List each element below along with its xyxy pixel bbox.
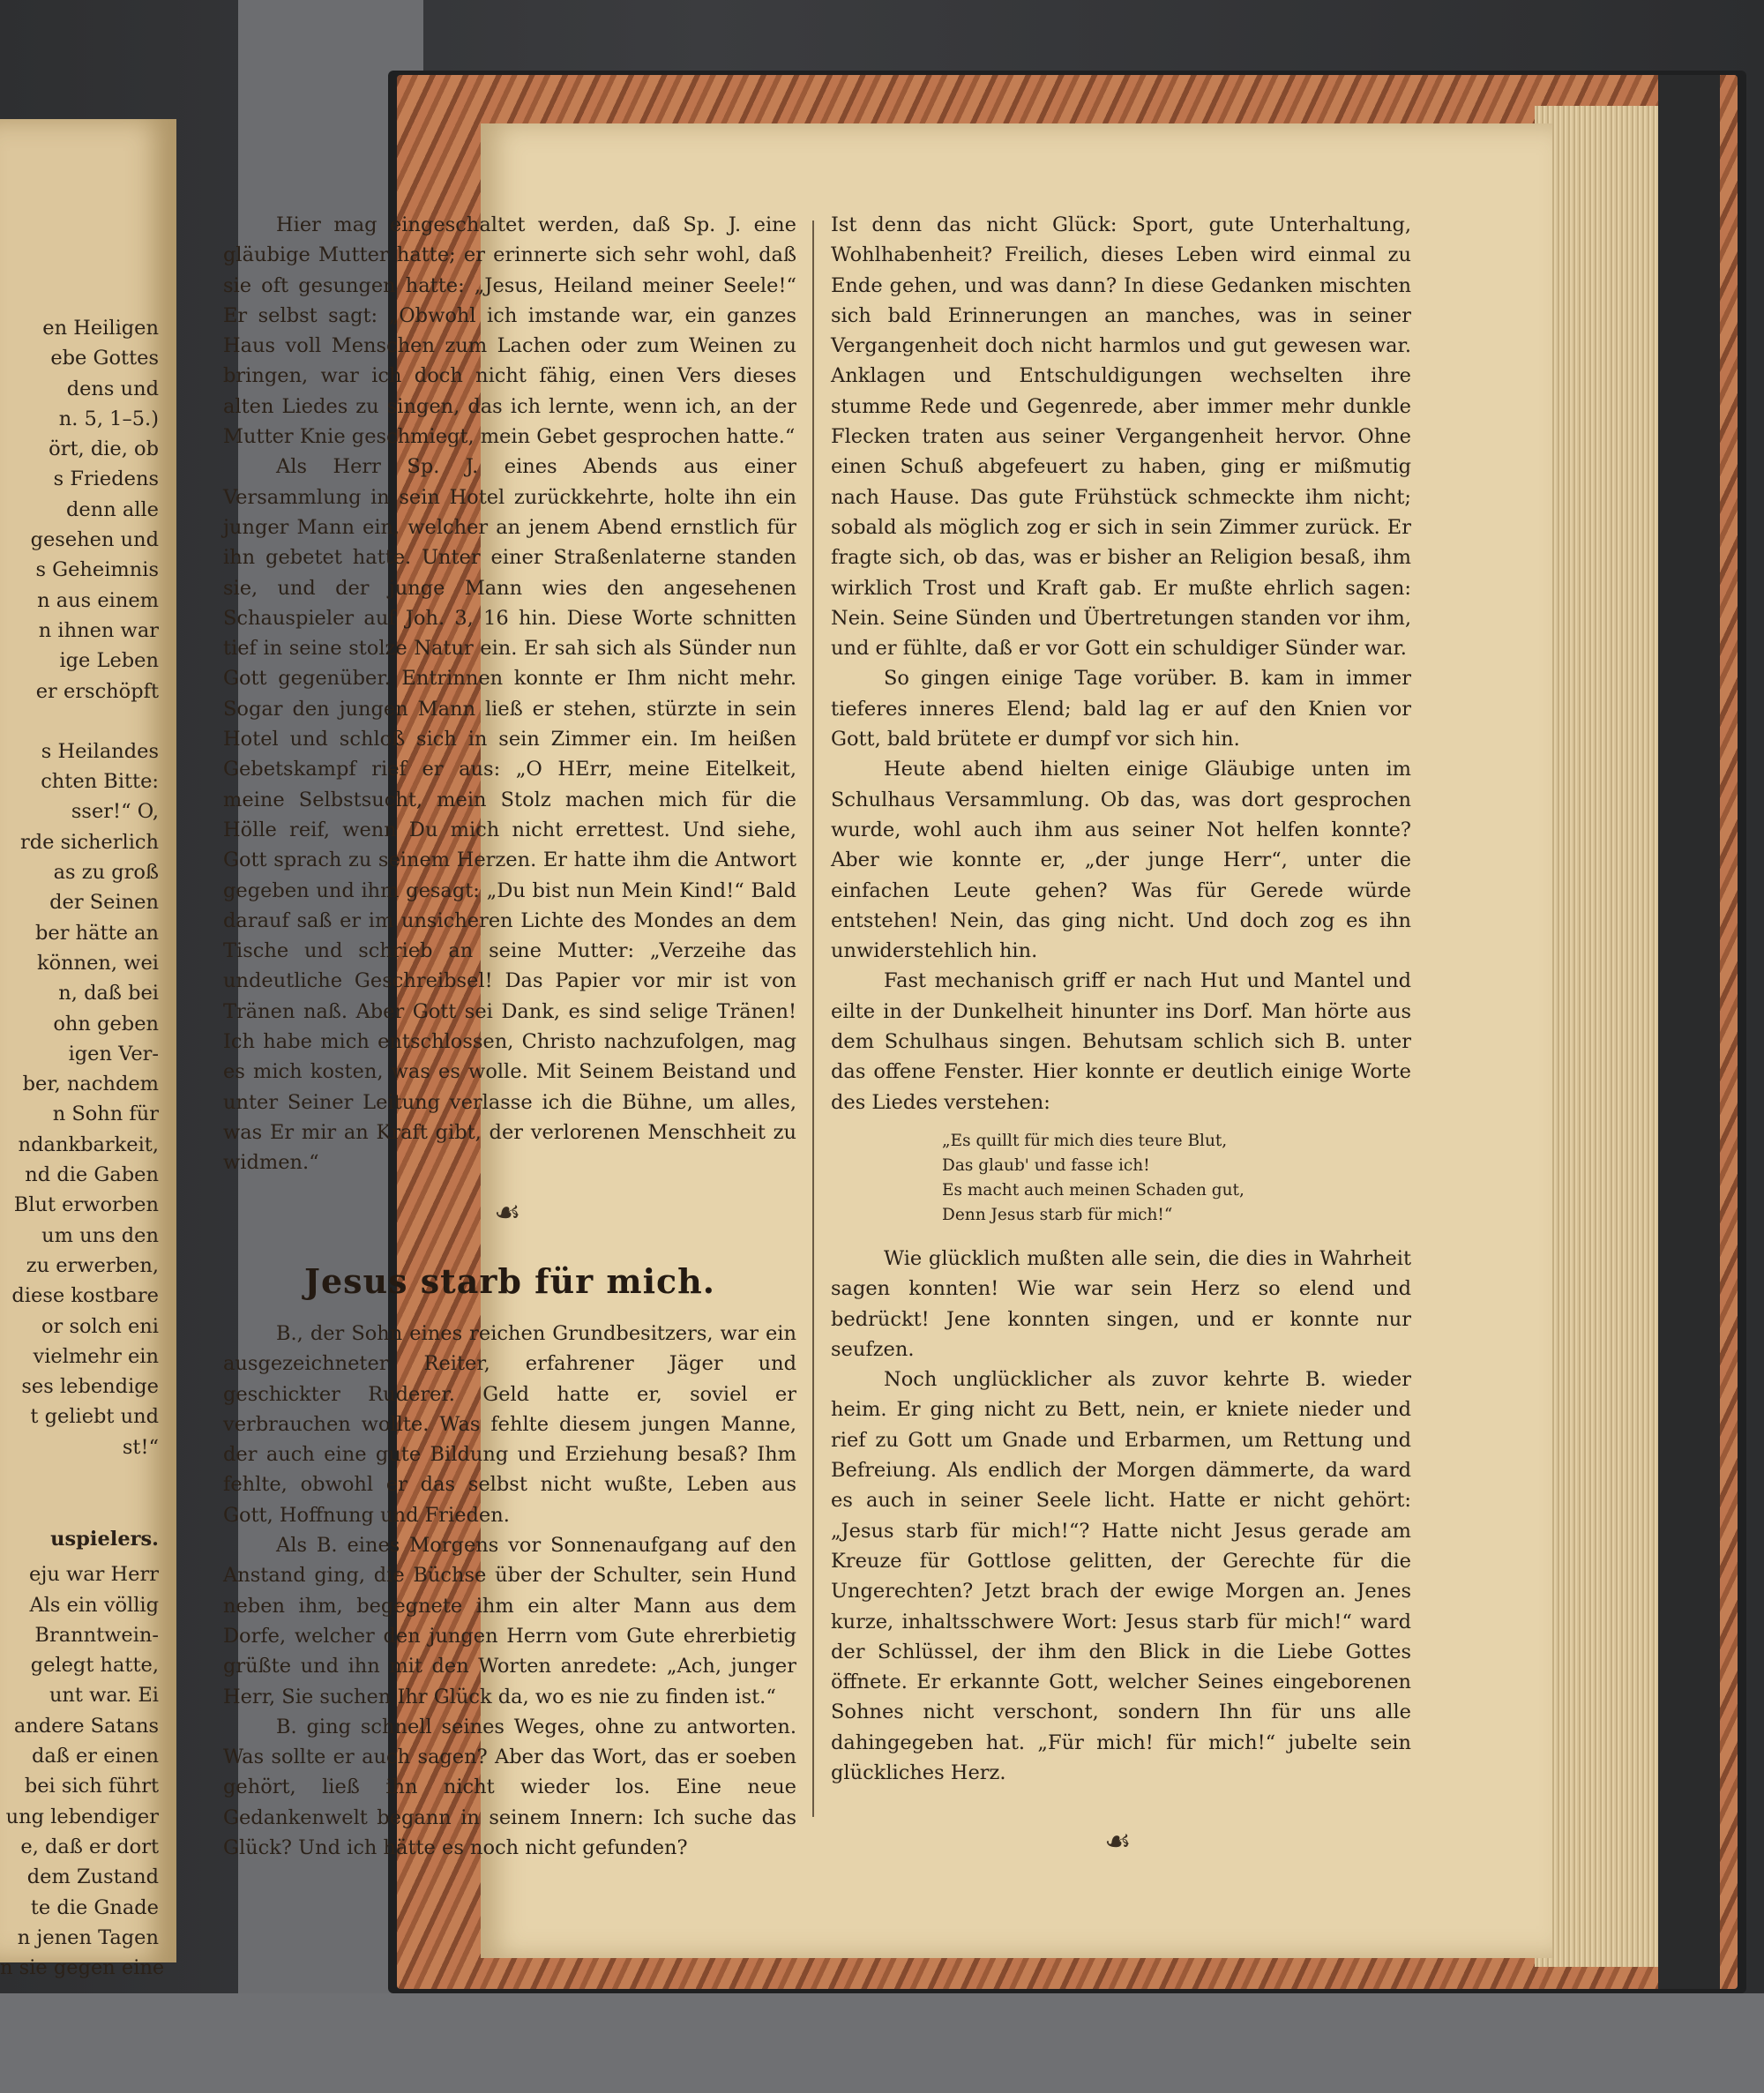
left-page-line: der Seinen: [49, 891, 159, 915]
left-page-line: n Sohn für: [52, 1103, 159, 1126]
paragraph: Als B. eines Morgens vor Sonnenaufgang auf den Anstand ging, die Büchse über der Schulter, sein Hund neben ihm, begegnete ihm ein alter Mann aus dem Dorfe, welcher den jungen Herrn vom Gute ehrerbietig grüßte und ihn mit den Worten anredete: „Ach, junger Herr, Sie suchen Ihr Glück da, wo es nie zu finden ist.“: [223, 1534, 796, 1708]
left-page-line: dens und: [66, 377, 159, 400]
left-page-line: gelegt hatte,: [30, 1654, 159, 1678]
left-page: [0, 119, 176, 1980]
column-a-bottom: [223, 1319, 796, 1863]
left-page-line: ohn geben: [53, 1012, 159, 1035]
left-page-line: ebe Gottes: [50, 347, 159, 370]
left-page-line: t geliebt und: [30, 1405, 159, 1429]
left-page-line: ber, nachdem: [22, 1073, 159, 1096]
left-page-line: n aus einem: [37, 588, 159, 612]
paragraph: Hier mag eingeschaltet werden, daß Sp. J. eine gläubige Mutter hatte; er erinnerte sich sehr wohl, daß sie oft gesungen hatte: „Jesus, Heiland meiner Seele!“ Er selbst sagt: „Obwohl ich imstande war, ein ganzes Haus voll Menschen zum Lachen oder zum Weinen zu bringen, war ich doch nicht fähig, einen Vers dieses alten Liedes zu singen, das ich lernte, wenn ich, an der Mutter Knie geschmiegt, mein Gebet gesprochen hatte.“: [223, 213, 796, 449]
left-page-line: chten Bitte:: [41, 770, 159, 794]
paragraph: B., der Sohn eines reichen Grundbesitzers, war ein ausgezeichneter Reiter, erfahrener Jäger und geschickter Ruderer. Geld hatte er, soviel er verbrauchen wollte. Was fehlte diesem jungen Manne, der auch eine gute Bildung und Erziehung besaß? Ihm fehlte, obwohl er das selbst nicht wußte, Leben aus Gott, Hoffnung und Frieden.: [223, 1322, 796, 1527]
left-page-line: n sie gegen eine: [0, 1956, 165, 1980]
left-page-line: n, daß bei: [58, 982, 159, 1005]
left-page-line: bei sich führt: [24, 1775, 159, 1798]
column-b-top: [831, 210, 1411, 1118]
left-page-line: e, daß er dort: [20, 1835, 159, 1858]
left-page-line: zu erwerben,: [26, 1253, 159, 1277]
left-page-line: um uns den: [41, 1223, 159, 1247]
left-page-line: or solch eni: [41, 1314, 159, 1338]
left-page-line: uspielers.: [50, 1527, 159, 1551]
left-page-line: sser!“ O,: [71, 800, 159, 824]
paragraph: Ist denn das nicht Glück: Sport, gute Unterhaltung, Wohlhabenheit? Freilich, dieses Leben wird einmal zu Ende gehen, und was dann? In diese Gedanken mischten sich bald Erinnerungen an manches, was in seiner Vergangenheit doch nicht harmlos und gut gewesen war. Anklagen und Entschuldigungen wechselten ihre stumme Rede und Gegenrede, aber immer mehr dunkle Flecken traten aus seiner Vergangenheit hervor. Ohne einen Schuß abgefeuert zu haben, ging er mißmutig nach Hause. Das gute Frühstück schmeckte ihm nicht; sobald als möglich zog er sich in sein Zimmer zurück. Er fragte sich, ob das, was er bisher an Religion besaß, ihm wirklich Trost und Kraft gab. Er mußte ehrlich sagen: Nein. Seine Sünden und Übertretungen standen vor ihm, und er fühlte, daß er vor Gott ein schuldiger Sünder war.: [831, 213, 1411, 661]
left-page-line: igen Ver-: [68, 1042, 159, 1065]
verse-line: Denn Jesus starb für mich!“: [942, 1206, 1173, 1224]
left-page-line: ses lebendige: [21, 1375, 159, 1399]
hymn-verse: [942, 1129, 1401, 1228]
verse-line: „Es quillt für mich dies teure Blut,: [942, 1132, 1228, 1150]
left-page-line: dem Zustand: [26, 1865, 159, 1889]
paragraph: Wie glücklich mußten alle sein, die dies in Wahrheit sagen konnten! Wie war sein Herz so elend und bedrückt! Jene konnten singen, und er konnte nur seufzen.: [831, 1247, 1411, 1361]
left-page-line: s Geheimnis: [35, 558, 159, 582]
left-page-line: ung lebendiger: [5, 1805, 159, 1828]
ornament-icon: ☙: [1104, 1824, 1132, 1859]
page-block-edges: [1535, 106, 1658, 1967]
article-heading: Jesus starb für mich.: [303, 1261, 716, 1301]
column-a-top: [223, 210, 796, 1178]
paragraph: Fast mechanisch griff er nach Hut und Mantel und eilte in der Dunkelheit hinunter ins Dorf. Man hörte aus dem Schulhaus singen. Behutsam schlich sich B. unter das offene Fenster. Hier konnte er deutlich einige Worte des Liedes verstehen:: [831, 969, 1411, 1114]
left-page-line: eju war Herr: [29, 1563, 159, 1587]
left-page-line: nd die Gaben: [25, 1163, 159, 1187]
left-page-line: können, wei: [36, 951, 159, 975]
left-page-line: denn alle: [66, 497, 159, 521]
left-page-line: gesehen und: [30, 528, 159, 552]
left-page-line: st!“: [122, 1435, 159, 1459]
left-page-line: as zu groß: [53, 861, 159, 885]
left-page-text: [0, 313, 165, 1983]
left-page-line: ige Leben: [59, 649, 159, 673]
left-page-line: Branntwein-: [34, 1623, 159, 1647]
bottom-backdrop-strip: [0, 1993, 1764, 2093]
left-page-line: s Friedens: [53, 467, 159, 491]
paragraph: B. ging schnell seines Weges, ohne zu antworten. Was sollte er auch sagen? Aber das Wort, das er soeben gehört, ließ ihn nicht wieder los. Eine neue Gedankenwelt begann in seinem Innern: Ich suche das Glück? Und ich hätte es noch nicht gefunden?: [223, 1715, 796, 1860]
left-page-line: ört, die, ob: [49, 437, 159, 461]
left-page-line: te die Gnade: [30, 1895, 159, 1919]
paragraph: So gingen einige Tage vorüber. B. kam in immer tieferes inneres Elend; bald lag er auf den Knien vor Gott, bald brütete er dumpf vor sich hin.: [831, 667, 1411, 751]
column-divider: [812, 221, 814, 1817]
left-page-line: s Heilandes: [41, 739, 159, 763]
left-page-line: Blut erworben: [13, 1193, 159, 1217]
cover-cloth-edge: [1658, 75, 1720, 1989]
paragraph: Heute abend hielten einige Gläubige unten im Schulhaus Versammlung. Ob das, was dort gesprochen wurde, wohl auch ihm aus seiner Not helfen konnte? Aber wie konnte er, „der junge Herr“, unter die einfachen Leute gehen? Was für Gerede würde entstehen! Nein, das ging nicht. Und doch zog es ihn unwiderstehlich hin.: [831, 758, 1411, 963]
left-page-line: diese kostbare: [11, 1284, 159, 1308]
left-page-line: en Heiligen: [42, 317, 159, 340]
left-page-line: daß er einen: [31, 1745, 159, 1768]
verse-line: Das glaub' und fasse ich!: [942, 1156, 1150, 1175]
left-page-line: Als ein völlig: [29, 1593, 159, 1617]
left-page-line: n ihnen war: [38, 618, 159, 642]
ornament-icon: ☙: [494, 1195, 521, 1230]
left-page-line: rde sicherlich: [19, 830, 159, 854]
column-b-bottom: [831, 1244, 1411, 1788]
left-page-line: n. 5, 1–5.): [58, 407, 159, 430]
left-page-line: vielmehr ein: [33, 1344, 159, 1368]
left-page-line: er erschöpft: [35, 679, 159, 703]
left-page-line: ndankbarkeit,: [18, 1132, 159, 1156]
paragraph: Als Herr Sp. J. eines Abends aus einer Versammlung in sein Hotel zurückkehrte, holte ihn ein junger Mann ein, welcher an jenem Abend ernstlich für ihn gebetet hatte. Unter einer Straßenlaterne standen sie, und der junge Mann wies den angesehenen Schauspieler auf Joh. 3, 16 hin. Diese Worte schnitten tief in seine stolze Natur ein. Er sah sich als Sünder nun Gott gegenüber. Entrinnen konnte er Ihm nicht mehr. Sogar den jungen Mann ließ er stehen, stürzte in sein Hotel und schloß sich in sein Zimmer ein. Im heißen Gebetskampf rief er aus: „O HErr, meine Eitelkeit, meine Selbstsucht, mein Stolz machen mich für die Hölle reif, wenn Du mich nicht errettest. Und siehe, Gott sprach zu seinem Herzen. Er hatte ihm die Antwort gegeben und ihm gesagt: „Du bist nun Mein Kind!“ Bald darauf saß er im unsicheren Lichte des Mondes an dem Tische und schrieb an seine Mutter: „Verzeihe das undeutliche Geschreibsel! Das Papier vor mir ist von Tränen naß. Aber Gott sei Dank, es sind selige Tränen! Ich habe mich entschlossen, Christo nachzufolgen, mag es mich kosten, was es wolle. Mit Seinem Beistand und unter Seiner Leitung verlasse ich die Bühne, um alles, was Er mir an Kraft gibt, der verlorenen Menschheit zu widmen.“: [223, 455, 796, 1175]
left-page-line: n jenen Tagen: [17, 1925, 159, 1949]
left-page-line: ber hätte an: [35, 921, 159, 945]
verse-line: Es macht auch meinen Schaden gut,: [942, 1181, 1245, 1200]
left-page-line: andere Satans: [13, 1714, 159, 1738]
left-page-line: unt war. Ei: [49, 1684, 159, 1708]
paragraph: Noch unglücklicher als zuvor kehrte B. wieder heim. Er ging nicht zu Bett, nein, er kniete nieder und rief zu Gott um Gnade und Erbarmen, um Rettung und Befreiung. Als endlich der Morgen dämmerte, da ward es auch in seiner Seele licht. Hatte er nicht gehört: „Jesus starb für mich!“? Hatte nicht Jesus gerade am Kreuze für Gottlose gelitten, der Gerechte für die Ungerechten? Jetzt brach der ewige Morgen an. Jenes kurze, inhaltsschwere Wort: Jesus starb für mich!“ ward der Schlüssel, der ihm den Blick in die Liebe Gottes öffnete. Er erkannte Gott, welcher Seines eingeborenen Sohnes nicht verschont, sondern Ihn für uns alle dahingegeben hat. „Für mich! für mich!“ jubelte sein glückliches Herz.: [831, 1368, 1411, 1785]
